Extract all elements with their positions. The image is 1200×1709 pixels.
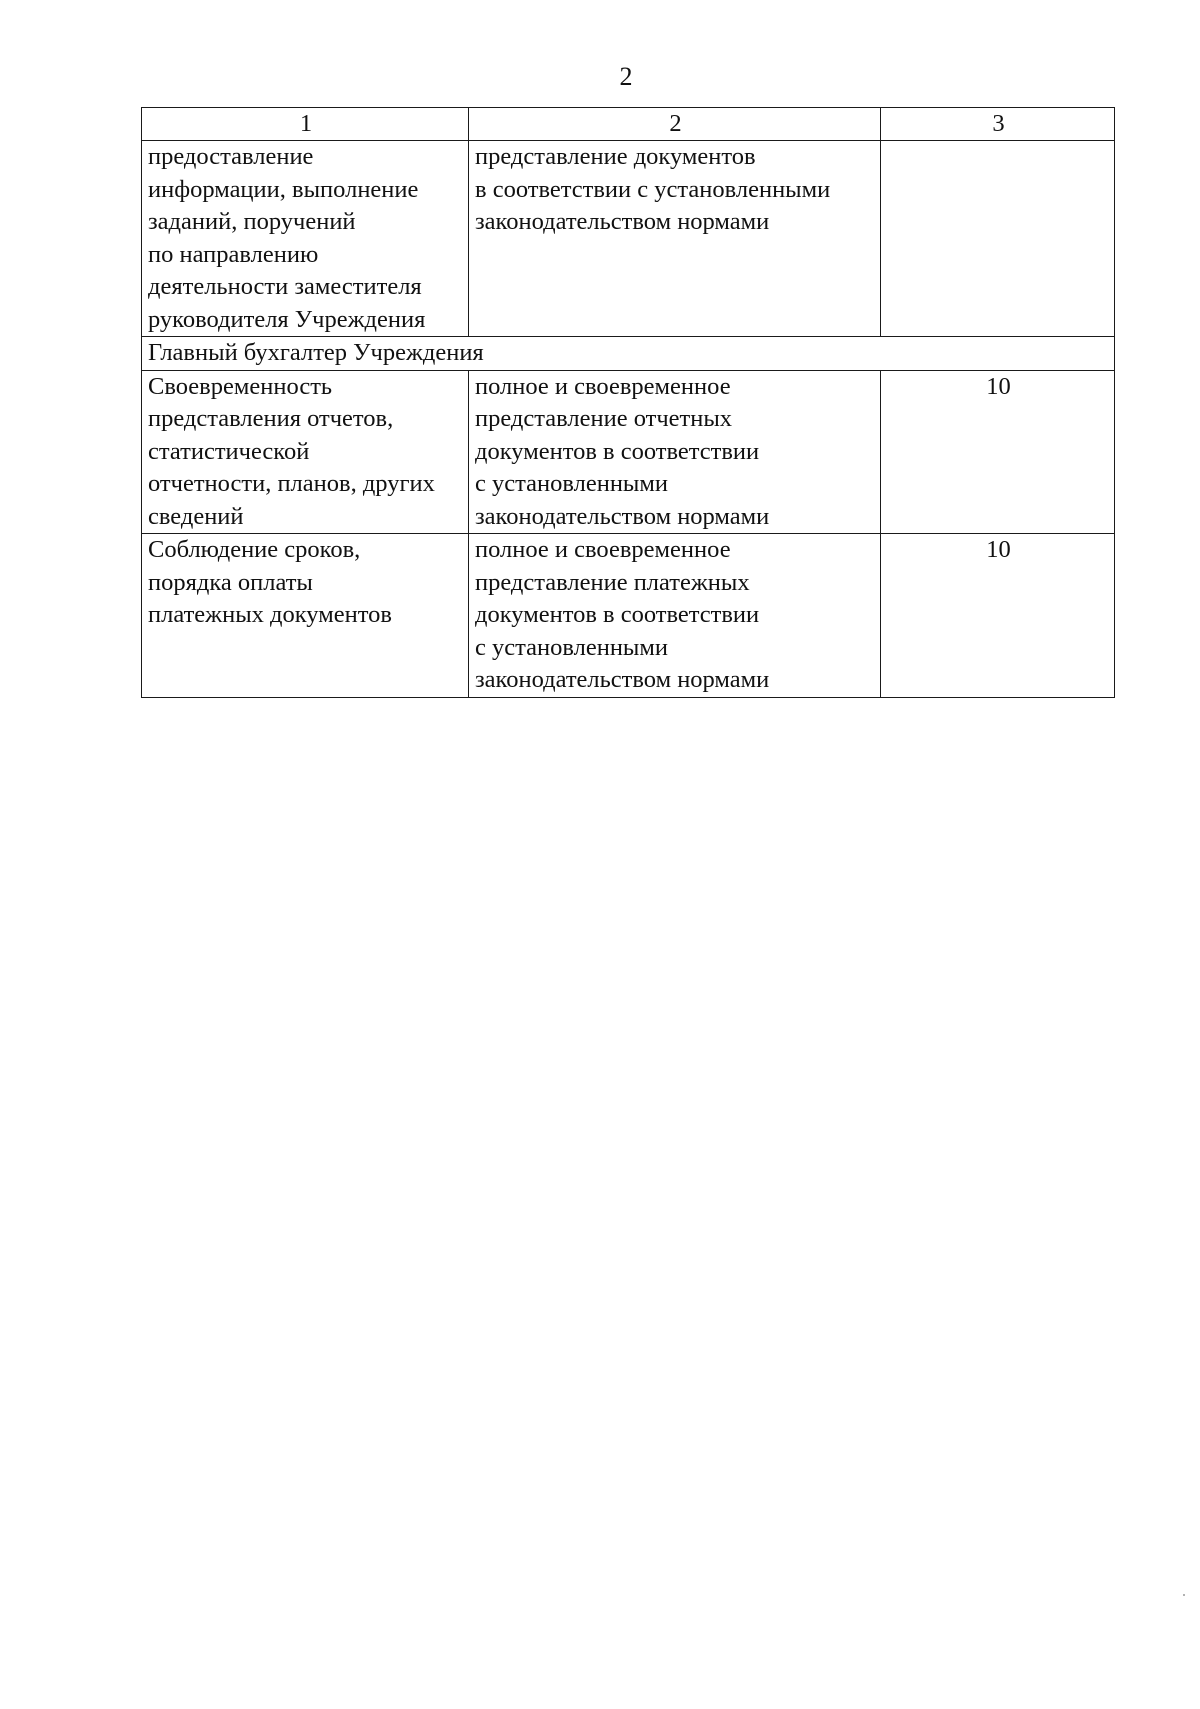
table-row <box>142 337 1115 371</box>
condition-cell <box>469 370 881 534</box>
cell-text-line: заданий, поручений <box>148 208 356 235</box>
points-cell: 10 <box>881 534 1115 698</box>
table-row <box>142 370 1115 534</box>
header-cell-3: 3 <box>881 108 1115 141</box>
cell-text-line: с установленными <box>475 470 669 497</box>
points-cell: 10 <box>881 370 1115 534</box>
criterion-cell <box>142 534 469 698</box>
cell-text-line: документов в соответствии <box>475 437 760 465</box>
page-number: 2 <box>619 62 633 91</box>
scan-artifact <box>1183 1594 1185 1596</box>
criteria-table <box>141 107 1115 698</box>
section-title-cell: Главный бухгалтер Учреждения <box>142 337 1115 371</box>
points-cell <box>881 141 1115 337</box>
cell-text-line: полное и своевременное <box>475 372 731 400</box>
cell-text-line: представление платежных <box>475 568 750 596</box>
criterion-cell <box>142 141 469 337</box>
condition-cell <box>469 534 881 698</box>
cell-text-line: представление документов <box>475 143 756 170</box>
cell-text-line: представления отчетов, <box>148 405 394 432</box>
cell-text-line: Соблюдение сроков, <box>148 536 361 563</box>
table-row <box>142 534 1115 698</box>
cell-text-line: по направлению <box>148 240 319 268</box>
header-cell-2: 2 <box>469 108 881 141</box>
cell-text-line: в соответствии с установленными <box>475 175 831 203</box>
criterion-cell <box>142 370 469 534</box>
cell-text-line: законодательством нормами <box>475 666 770 693</box>
cell-text-line: платежных документов <box>148 601 392 628</box>
cell-text-line: сведений <box>148 502 244 530</box>
cell-text-line: предоставление <box>148 143 314 170</box>
table-header-row <box>142 108 1115 141</box>
cell-text-line: отчетности, планов, других <box>148 470 435 497</box>
cell-text-line: статистической <box>148 437 310 465</box>
cell-text-line: деятельности заместителя <box>148 273 422 300</box>
condition-cell <box>469 141 881 337</box>
cell-text-line: порядка оплаты <box>148 568 313 596</box>
cell-text-line: Своевременность <box>148 372 333 400</box>
cell-text-line: документов в соответствии <box>475 601 760 628</box>
table-row <box>142 141 1115 337</box>
cell-text-line: информации, выполнение <box>148 175 419 203</box>
cell-text-line: с установленными <box>475 633 669 661</box>
cell-text-line: представление отчетных <box>475 405 733 432</box>
cell-text-line: законодательством нормами <box>475 502 770 530</box>
cell-text-line: руководителя Учреждения <box>148 305 426 333</box>
header-cell-1: 1 <box>142 108 469 141</box>
cell-text-line: законодательством нормами <box>475 208 770 235</box>
cell-text-line: полное и своевременное <box>475 536 731 563</box>
